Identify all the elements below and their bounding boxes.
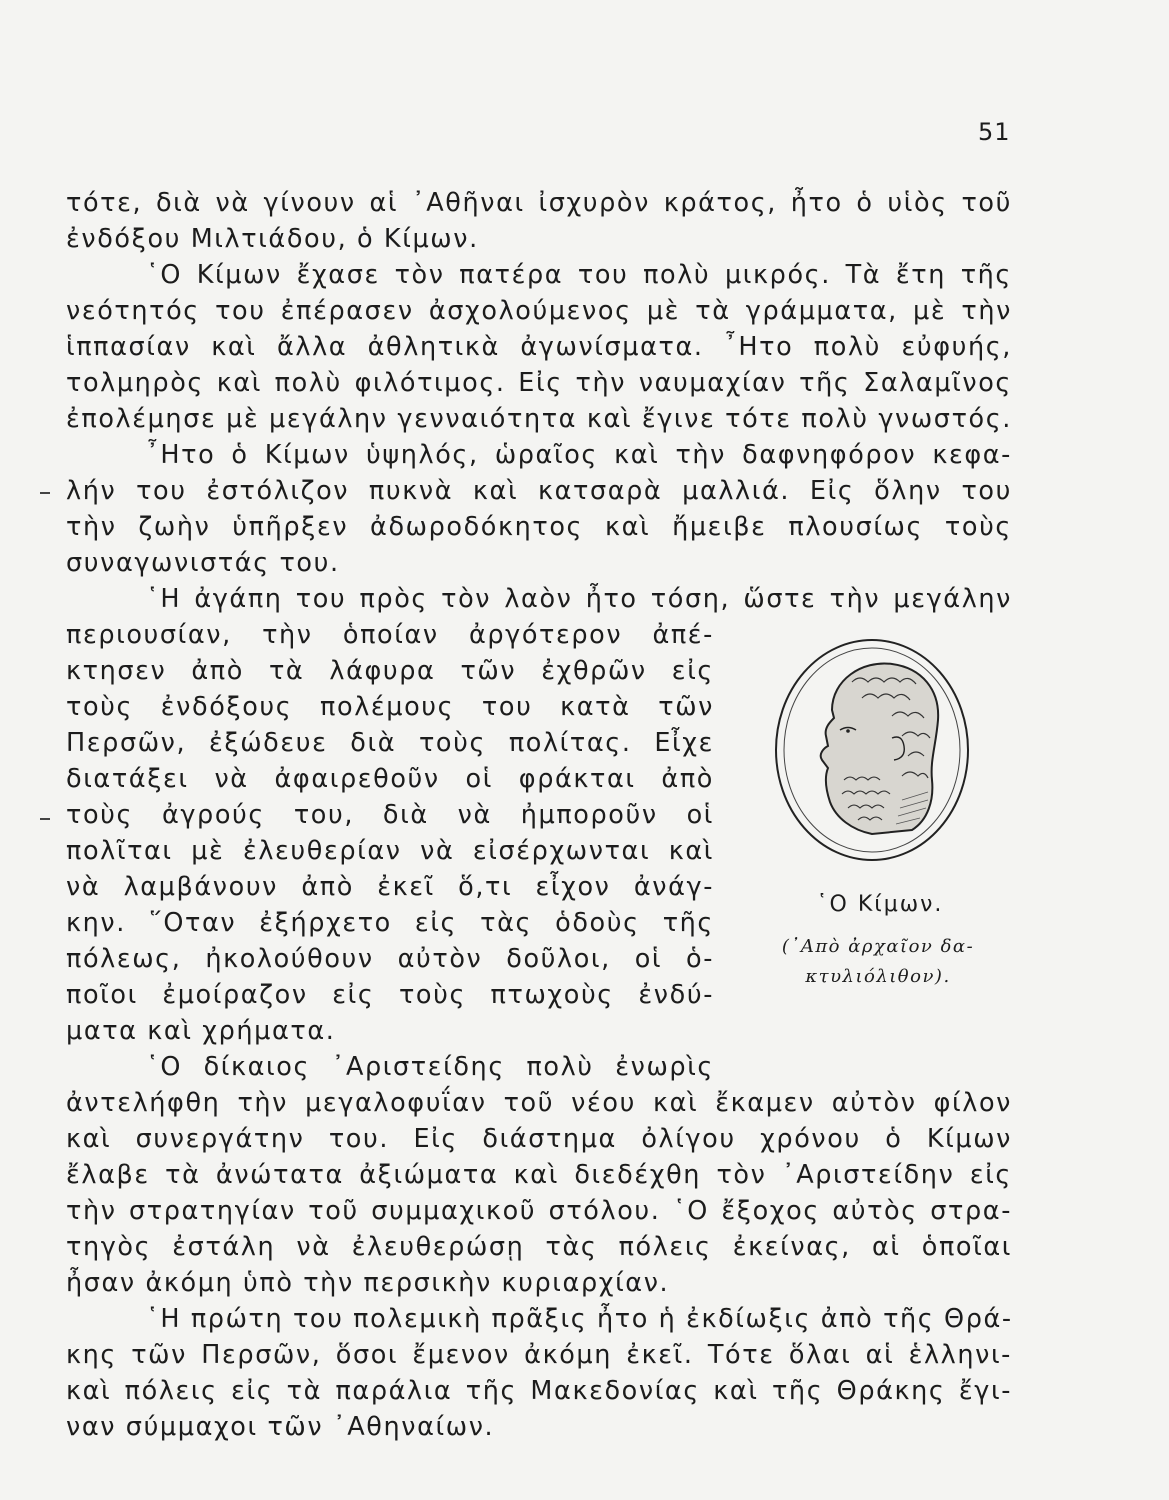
text-line: τοὺς ἀγρούς του, διὰ νὰ ἠμποροῦν οἱ xyxy=(66,800,714,830)
text-line: ἐπολέμησε μὲ μεγάλην γενναιότητα καὶ ἔγινε τότε πολὺ γνωστός. xyxy=(66,404,1012,434)
text-line: τηγὸς ἐστάλη νὰ ἐλευθερώσῃ τὰς πόλεις ἐκείνας, αἱ ὁποῖαι xyxy=(66,1232,1012,1262)
text-line: ἱππασίαν καὶ ἄλλα ἀθλητικὰ ἀγωνίσματα. ῏Ητο πολὺ εὐφυής, xyxy=(66,332,1012,362)
text-line: τὴν στρατηγίαν τοῦ συμμαχικοῦ στόλου. ῾Ο ἔξοχος αὐτὸς στρα- xyxy=(66,1196,1012,1226)
page-number: 51 xyxy=(978,118,1011,146)
text-line: τοὺς ἐνδόξους πολέμους του κατὰ τῶν xyxy=(66,692,714,722)
text-line: ἦσαν ἀκόμη ὑπὸ τὴν περσικὴν κυριαρχίαν. xyxy=(66,1268,670,1298)
text-line: ῾Ο δίκαιος ᾿Αριστείδης πολὺ ἐνωρὶς xyxy=(146,1052,714,1082)
figure-caption: ῾Ο Κίμων. xyxy=(816,892,944,917)
text-line: πολῖται μὲ ἐλευθερίαν νὰ εἰσέρχωνται καὶ xyxy=(66,836,714,866)
text-line: καὶ πόλεις εἰς τὰ παράλια τῆς Μακεδονίας καὶ τῆς Θράκης ἔγι- xyxy=(66,1376,1012,1406)
text-line: πόλεως, ἠκολούθουν αὐτὸν δοῦλοι, οἱ ὁ- xyxy=(66,944,714,974)
text-line: κην. ῞Οταν ἐξήρχετο εἰς τὰς ὁδοὺς τῆς xyxy=(66,908,714,938)
figure-source xyxy=(748,932,1008,992)
text-line: νεότητός του ἐπέρασεν ἀσχολούμενος μὲ τὰ γράμματα, μὲ τὴν xyxy=(66,296,1012,326)
text-line: ἀντελήφθη τὴν μεγαλοφυΐαν τοῦ νέου καὶ ἔκαμεν αὐτὸν φίλον xyxy=(66,1088,1012,1118)
kimon-portrait-image xyxy=(752,620,992,880)
text-line: ἔλαβε τὰ ἀνώτατα ἀξιώματα καὶ διεδέχθη τὸν ᾿Αριστείδην εἰς xyxy=(66,1160,1012,1190)
margin-mark xyxy=(40,818,50,820)
text-line: νὰ λαμβάνουν ἀπὸ ἐκεῖ ὅ,τι εἶχον ἀνάγ- xyxy=(66,872,714,902)
text-line: ῾Η ἀγάπη του πρὸς τὸν λαὸν ἦτο τόση, ὥστε τὴν μεγάλην xyxy=(146,584,1012,614)
kimon-gem-illustration xyxy=(752,620,992,880)
text-line: τότε, διὰ νὰ γίνουν αἱ ᾿Αθῆναι ἰσχυρὸν κράτος, ἦτο ὁ υἱὸς τοῦ xyxy=(66,188,1012,218)
margin-mark xyxy=(40,492,50,494)
text-line: περιουσίαν, τὴν ὁποίαν ἀργότερον ἀπέ- xyxy=(66,620,714,650)
text-line: κτησεν ἀπὸ τὰ λάφυρα τῶν ἐχθρῶν εἰς xyxy=(66,656,714,686)
text-line: κης τῶν Περσῶν, ὅσοι ἔμενον ἀκόμη ἐκεῖ. Τότε ὅλαι αἱ ἑλληνι- xyxy=(66,1340,1012,1370)
text-line: ναν σύμμαχοι τῶν ᾿Αθηναίων. xyxy=(66,1412,495,1442)
text-line: διατάξει νὰ ἀφαιρεθοῦν οἱ φράκται ἀπὸ xyxy=(66,764,714,794)
text-line: τὴν ζωὴν ὑπῆρξεν ἀδωροδόκητος καὶ ἤμειβε πλουσίως τοὺς xyxy=(66,512,1012,542)
text-line: καὶ συνεργάτην του. Εἰς διάστημα ὀλίγου χρόνου ὁ Κίμων xyxy=(66,1124,1012,1154)
text-line: τολμηρὸς καὶ πολὺ φιλότιμος. Εἰς τὴν ναυμαχίαν τῆς Σαλαμῖνος xyxy=(66,368,1012,398)
text-line: ῾Η πρώτη του πολεμικὴ πρᾶξις ἦτο ἡ ἐκδίωξις ἀπὸ τῆς Θρά- xyxy=(146,1304,1013,1334)
text-line: ποῖοι ἐμοίραζον εἰς τοὺς πτωχοὺς ἐνδύ- xyxy=(66,980,714,1010)
text-line: ῏Ητο ὁ Κίμων ὑψηλός, ὡραῖος καὶ τὴν δαφνηφόρον κεφα- xyxy=(146,440,1012,470)
text-line: συναγωνιστάς του. xyxy=(66,548,340,578)
text-line: ῾Ο Κίμων ἔχασε τὸν πατέρα του πολὺ μικρός. Τὰ ἔτη τῆς xyxy=(146,260,1012,290)
text-line: Περσῶν, ἐξώδευε διὰ τοὺς πολίτας. Εἶχε xyxy=(66,728,714,758)
figure-source-line: κτυλιόλιθον). xyxy=(805,966,951,987)
text-line: ματα καὶ χρήματα. xyxy=(66,1016,336,1046)
figure-source-line: (᾿Απὸ ἀρχαῖον δα- xyxy=(781,936,975,957)
text-line: λήν του ἐστόλιζον πυκνὰ καὶ κατσαρὰ μαλλιά. Εἰς ὅλην του xyxy=(66,476,1012,506)
text-line: ἐνδόξου Μιλτιάδου, ὁ Κίμων. xyxy=(66,224,479,254)
